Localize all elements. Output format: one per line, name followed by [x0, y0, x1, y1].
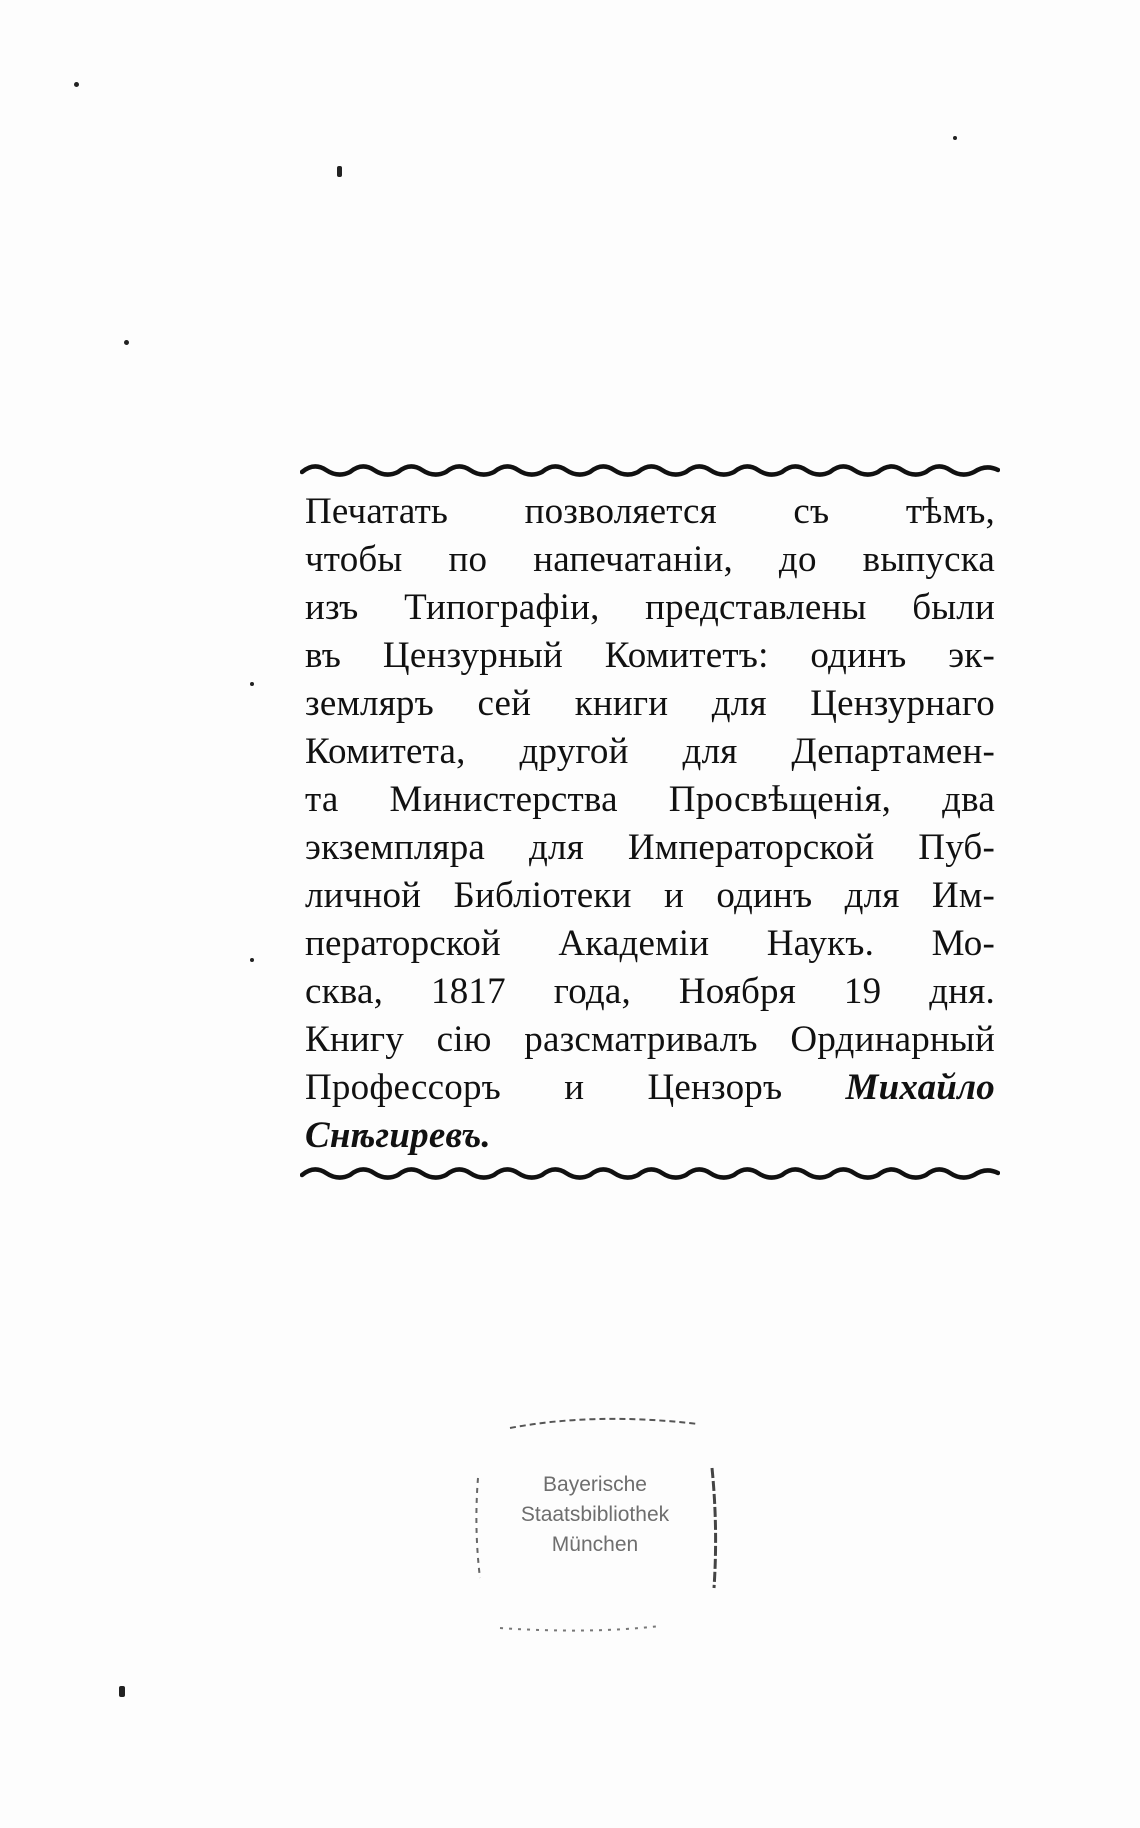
text-word: другой [519, 731, 629, 772]
text-line-final [305, 1112, 995, 1160]
scan-speck [337, 166, 342, 177]
text-word: Просвѣщенія, [668, 779, 892, 820]
text-word: года, [553, 971, 631, 1012]
library-stamp [470, 1408, 720, 1648]
text-word: до [778, 539, 817, 580]
text-word: въ [305, 635, 342, 676]
text-word: 1817 [431, 971, 506, 1012]
top-wavy-rule [300, 460, 1000, 482]
text-word: Министерства [389, 779, 618, 820]
text-word: и [564, 1067, 585, 1108]
censor-permission-text [305, 488, 995, 1160]
text-word: Департамен- [791, 731, 995, 772]
text-word: разсматривалъ [524, 1019, 758, 1060]
scan-speck [250, 682, 254, 686]
text-line [305, 584, 995, 632]
censor-surname: Снѣгиревъ. [305, 1115, 491, 1156]
text-word: та [305, 779, 339, 820]
text-word: Комитетъ: [604, 635, 769, 676]
text-line [305, 488, 995, 536]
text-word: земляръ [305, 683, 434, 724]
text-word: для [711, 683, 767, 724]
text-word: Ноября [678, 971, 796, 1012]
wavy-rule-icon [300, 460, 1000, 482]
text-word: Комитета, [305, 731, 466, 772]
text-word: Профессоръ [305, 1067, 502, 1108]
text-word: личной [305, 875, 422, 916]
scan-speck [250, 958, 254, 962]
text-word: Наукъ. [766, 923, 875, 964]
text-word: позволяется [524, 491, 717, 532]
text-word: дня. [929, 971, 995, 1012]
text-word: тѣмъ, [905, 491, 995, 532]
text-line [305, 872, 995, 920]
text-word: Цензурный [382, 635, 563, 676]
text-line [305, 728, 995, 776]
text-word: представлены [645, 587, 867, 628]
text-word: сей [477, 683, 532, 724]
text-word: сква, [305, 971, 384, 1012]
text-word: съ [793, 491, 830, 532]
text-line [305, 536, 995, 584]
text-word: Пуб- [918, 827, 995, 868]
text-word: два [942, 779, 995, 820]
text-word: Ординарный [790, 1019, 995, 1060]
text-word: напечатаніи, [533, 539, 733, 580]
stamp-line-1: Bayerische [543, 1473, 647, 1496]
wavy-rule-icon [300, 1163, 1000, 1185]
text-word: Цензоръ [647, 1067, 783, 1108]
stamp-line-3: München [551, 1533, 639, 1556]
text-word: для [682, 731, 738, 772]
text-word: Типографіи, [404, 587, 600, 628]
text-word: и [663, 875, 684, 916]
text-word: были [912, 587, 995, 628]
text-line [305, 1064, 995, 1112]
text-word: 19 [843, 971, 882, 1012]
text-word: одинъ [716, 875, 813, 916]
text-word: по [448, 539, 488, 580]
stamp-line-2: Staatsbibliothek [520, 1503, 670, 1526]
text-word: для [529, 827, 584, 868]
text-word: Цензурнаго [810, 683, 995, 724]
text-word: эк- [948, 635, 995, 676]
text-line [305, 632, 995, 680]
text-line [305, 968, 995, 1016]
text-word: экземпляра [305, 827, 486, 868]
text-word: Печатать [305, 491, 449, 532]
text-word: для [844, 875, 900, 916]
text-line [305, 1016, 995, 1064]
text-word: одинъ [810, 635, 907, 676]
text-word: выпуска [862, 539, 995, 580]
text-word: ператорской [305, 923, 501, 964]
text-line [305, 920, 995, 968]
bottom-wavy-rule [300, 1163, 1000, 1185]
text-line [305, 824, 995, 872]
scan-speck [74, 82, 79, 87]
text-word: изъ [305, 587, 359, 628]
text-word: книги [574, 683, 669, 724]
text-word: Им- [931, 875, 995, 916]
scan-speck [119, 1686, 125, 1697]
scan-speck [124, 340, 129, 345]
text-word: Императорской [627, 827, 875, 868]
text-word: Мо- [931, 923, 995, 964]
text-line [305, 680, 995, 728]
text-word: сію [436, 1019, 492, 1060]
text-word: Михайло [845, 1067, 995, 1108]
text-word: Библіотеки [453, 875, 632, 916]
text-word: Книгу [305, 1019, 404, 1060]
scan-speck [953, 136, 957, 140]
text-word: Академіи [558, 923, 710, 964]
text-line [305, 776, 995, 824]
text-word: чтобы [305, 539, 403, 580]
